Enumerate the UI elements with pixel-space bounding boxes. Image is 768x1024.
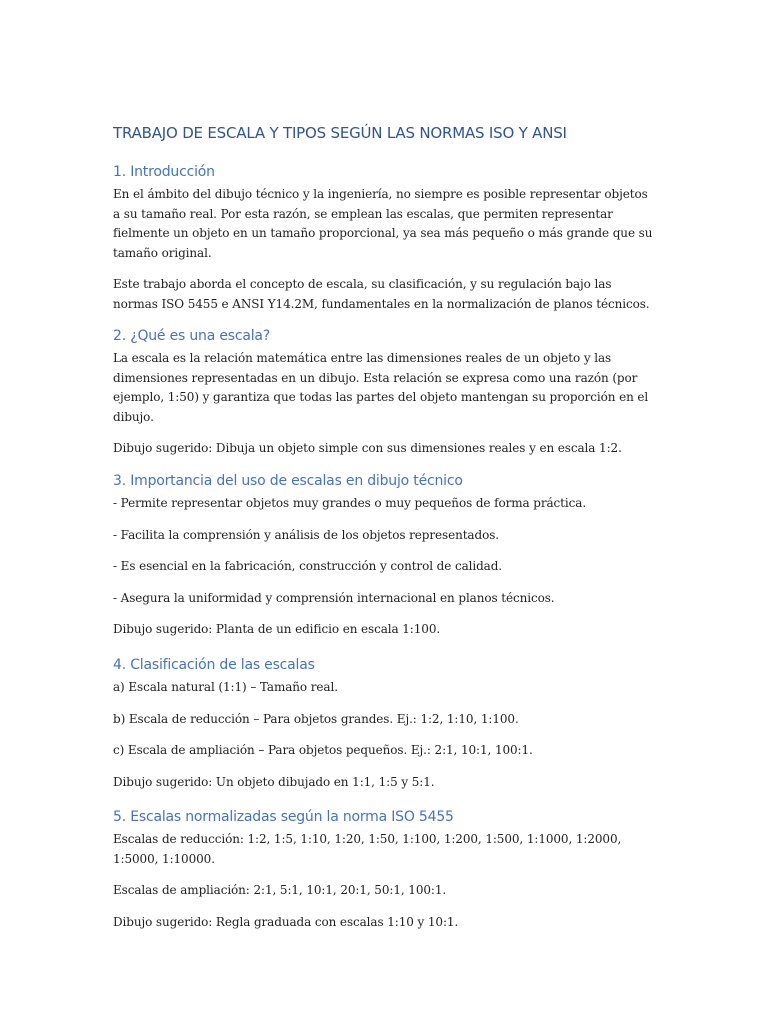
paragraph: Escalas de reducción: 1:2, 1:5, 1:10, 1:20, 1:50, 1:100, 1:200, 1:500, 1:1000, 1:2000, 1:5000, 1:10000. (113, 832, 622, 866)
section-heading: 3. Importancia del uso de escalas en dibujo técnico (113, 473, 463, 489)
paragraph: Este trabajo aborda el concepto de escala, su clasificación, y su regulación bajo las normas ISO 5455 e ANSI Y14.2M, fundamentales en la normalización de planos técnicos. (113, 277, 650, 311)
paragraph: - Asegura la uniformidad y comprensión internacional en planos técnicos. (113, 590, 555, 605)
paragraph: - Es esencial en la fabricación, construcción y control de calidad. (113, 559, 503, 573)
paragraph: - Facilita la comprensión y análisis de los objetos representados. (113, 527, 499, 542)
section-clasificacion (113, 655, 658, 804)
section-escalas-normalizadas (113, 807, 658, 944)
section-heading: 5. Escalas normalizadas según la norma ISO 5455 (113, 809, 454, 825)
section-que-es-escala (113, 326, 658, 471)
paragraph: - Permite representar objetos muy grandes o muy pequeños de forma práctica. (113, 496, 587, 510)
section-heading: 2. ¿Qué es una escala? (113, 328, 271, 344)
paragraph: Dibujo sugerido: Planta de un edificio en escala 1:100. (113, 622, 441, 636)
paragraph: La escala es la relación matemática entre las dimensiones reales de un objeto y las dimensiones representadas en un dibujo. Esta relación se expresa como una razón (por ejemplo, 1:50) y garantiza que todas las partes del objeto mantengan su proporción en el dibujo. (113, 351, 649, 424)
document-title: TRABAJO DE ESCALA Y TIPOS SEGÚN LAS NORMAS ISO Y ANSI (113, 124, 567, 142)
section-heading: 4. Clasificación de las escalas (113, 657, 315, 673)
paragraph: b) Escala de reducción – Para objetos grandes. Ej.: 1:2, 1:10, 1:100. (113, 711, 519, 726)
section-importancia (113, 471, 658, 652)
paragraph: Dibujo sugerido: Regla graduada con escalas 1:10 y 10:1. (113, 914, 459, 929)
paragraph: En el ámbito del dibujo técnico y la ingeniería, no siempre es posible representar objetos a su tamaño real. Por esta razón, se emplean las escalas, que permiten representar fielmente un objeto en un tamaño proporcional, ya sea más pequeño o más grande que su tamaño original. (113, 187, 653, 260)
paragraph: Dibujo sugerido: Dibuja un objeto simple con sus dimensiones reales y en escala 1:2. (113, 441, 622, 455)
paragraph: Escalas de ampliación: 2:1, 5:1, 10:1, 20:1, 50:1, 100:1. (113, 883, 447, 897)
paragraph: Dibujo sugerido: Un objeto dibujado en 1:1, 1:5 y 5:1. (113, 774, 435, 789)
section-introduccion (113, 162, 658, 326)
section-heading: 1. Introducción (113, 164, 215, 180)
paragraph: a) Escala natural (1:1) – Tamaño real. (113, 680, 338, 694)
paragraph: c) Escala de ampliación – Para objetos pequeños. Ej.: 2:1, 10:1, 100:1. (113, 743, 533, 757)
